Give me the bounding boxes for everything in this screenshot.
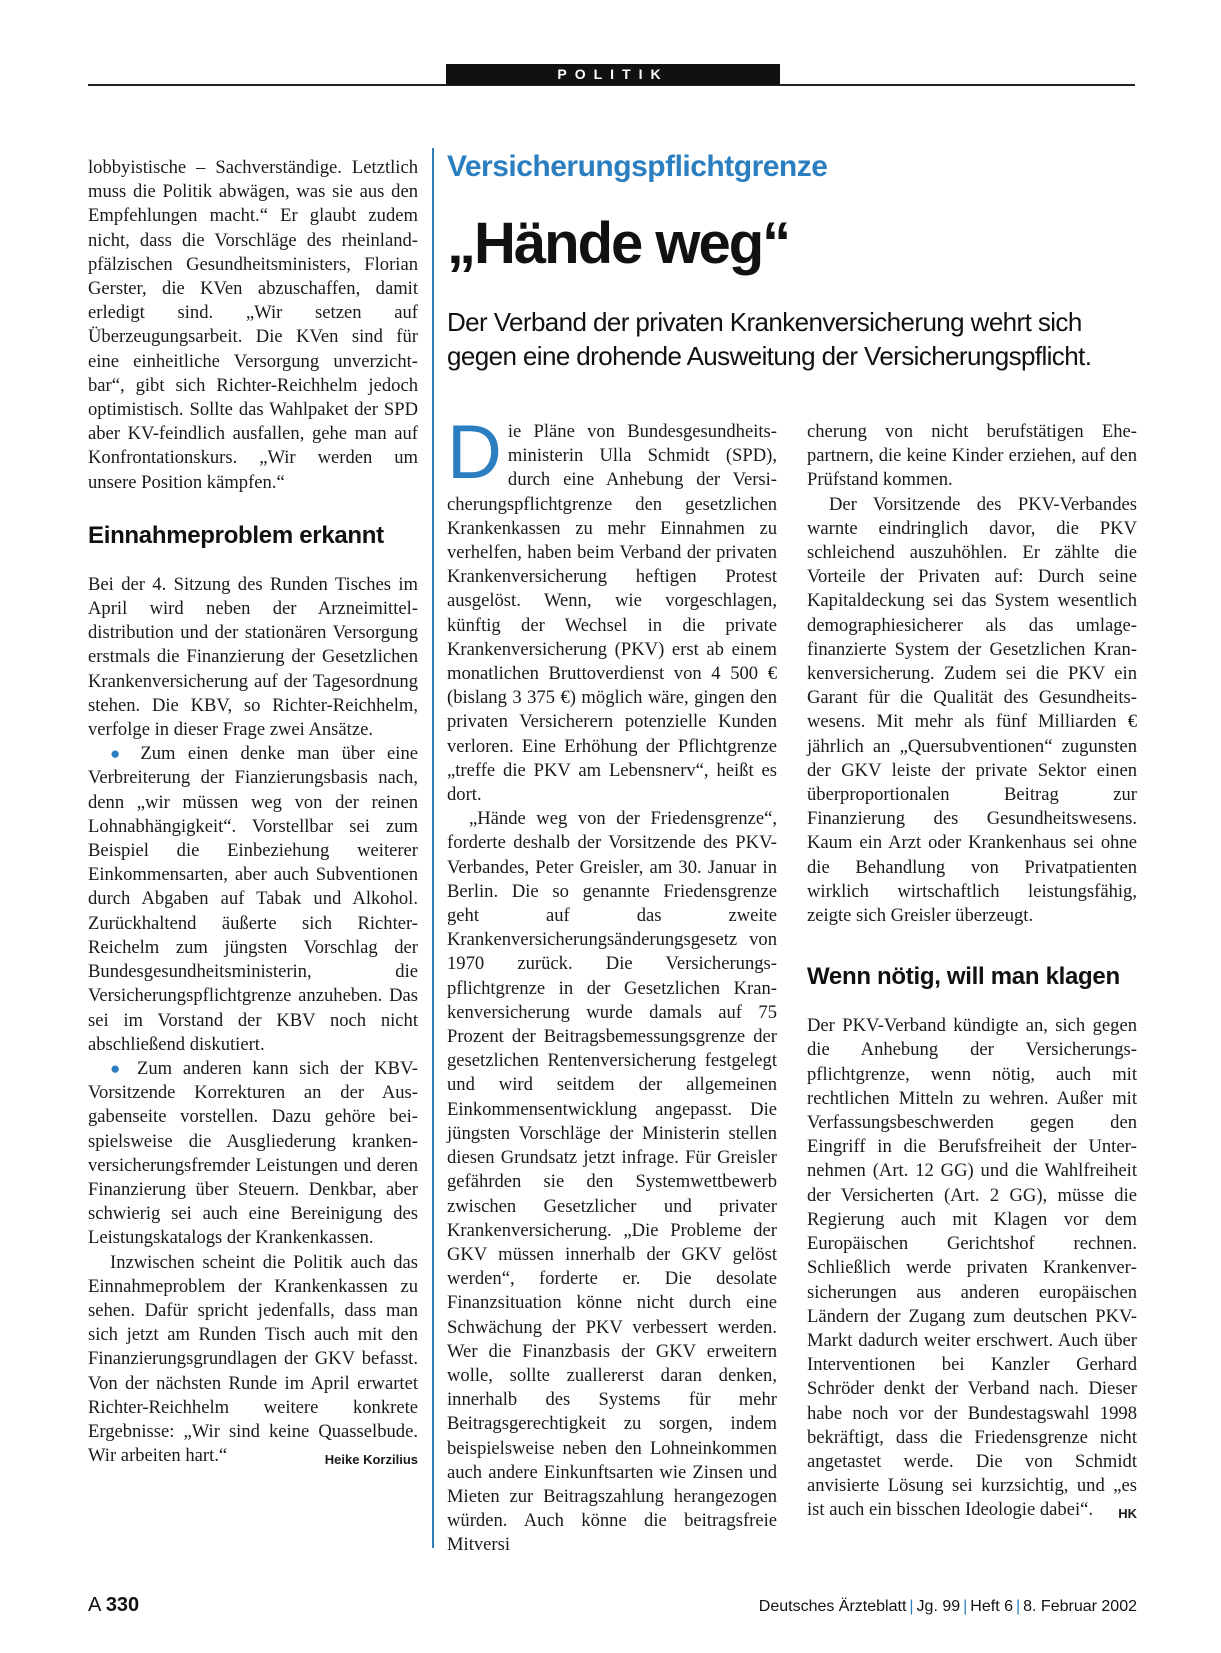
right-column bbox=[807, 420, 1137, 1527]
left-paragraph-1: lobbyistische – Sachverständige. Letztlich muss die Politik abwägen, was sie aus den Empfehlungen macht.“ Er glaubt zudem nicht, dass die Vorschläge des rheinland-pfälzischen Gesundheitsministers, Florian Gerster, die KVen abzuschaffen, damit erledigt sind. „Wir setzen auf Überzeugungsarbeit. Die KVen sind für eine einheitliche Versorgung unverzichtbar“, gibt sich Richter-Reichhelm jedoch optimistisch. Sollte das Wahlpaket der SPD aber KV-feindlich ausfallen, gehe man auf Konfrontationskurs. „Wir werden um unsere Position kämpfen.“ bbox=[88, 157, 418, 493]
separator: | bbox=[963, 1598, 968, 1615]
right-paragraph-3 bbox=[807, 1014, 1137, 1522]
issue: Heft 6 bbox=[970, 1598, 1013, 1615]
middle-paragraph-1 bbox=[447, 410, 777, 807]
right-paragraph-2: Der Vorsitzende des PKV-Verbandes warnte eindringlich davor, die PKV schleichend auszuhöhlen. Er zählte die Vorteile der Privaten auf: Durch seine Kapitaldeckung sei das System wesentlich demographiesicherer als das umlagefinanzierte System der Gesetzlichen Krankenversicherung. Zudem sei die PKV ein Garant für die Qualität des Gesundheitswesens. Mit mehr als fünf Milliarden € jährlich an „Quersubventionen“ zugunsten der GKV leiste der private Sektor einen überproportionalen Beitrag zur Finanzierung des Gesundheitswesens. Kaum ein Arzt oder Krankenhaus sei ohne die Behandlung von Privatpatienten wirklich wirtschaftlich leistungsfähig, zeigte sich Greisler überzeugt. bbox=[807, 493, 1137, 927]
bullet-item-1 bbox=[88, 742, 418, 1057]
page-number bbox=[88, 1594, 139, 1617]
left-paragraph-2: Bei der 4. Sitzung des Runden Tisches im April wird neben der Arzneimitteldistribution und der stationären Versorgung erstmals die Finanzierung der Gesetzlichen Krankenversicherung auf der Tagesordnung stehen. Die KBV, so Richter-Reichhelm, verfolge in dieser Frage zwei Ansätze. bbox=[88, 573, 418, 741]
date: 8. Februar 2002 bbox=[1023, 1598, 1137, 1615]
right-paragraph-1: cherung von nicht berufstätigen Ehepartnern, die keine Kinder erziehen, auf den Prüfstand kommen. bbox=[807, 421, 1137, 491]
subhead-klagen: Wenn nötig, will man klagen bbox=[807, 963, 1120, 991]
separator: | bbox=[1015, 1598, 1021, 1615]
volume: Jg. 99 bbox=[916, 1598, 961, 1615]
bullet-icon: ● bbox=[110, 1058, 127, 1078]
middle-column bbox=[447, 410, 777, 1558]
author-initials: HK bbox=[1118, 1506, 1137, 1522]
article-deck: Der Verband der privaten Krankenversicherung wehrt sich gegen eine drohende Ausweitung der Versicherungspflicht. bbox=[447, 307, 1092, 371]
bullet-text-1: Zum einen denke man über eine Verbreiterung der Fianzierungsbasis nach, denn „wir müssen weg von der reinen Lohnabhängigkeit“. Vorstellbar sei zum Beispiel die Einbeziehung weiterer Einkommensarten, aber auch Subventionen durch Abgaben auf Tabak und Alkohol. Zurückhaltend äußerte sich Richter-Reichelm zum jüngsten Vorschlag der Bundesgesundheitsministerin, die Versicherungspflichtgrenze anzuheben. Das sei im Vorstand der KBV noch nicht abschließend diskutiert. bbox=[88, 743, 418, 1055]
article-headline: „Hände weg“ bbox=[447, 211, 790, 276]
middle-paragraph-1-text: ie Pläne von Bundesgesundheitsministerin Ulla Schmidt (SPD), durch eine Anhebung der Versicherungspflichtgrenze den gesetzlichen Krankenkassen zu mehr Einnahmen zu verhelfen, haben beim Verband der privaten Krankenversicherung heftigen Protest ausgelöst. Wenn, wie vorgeschlagen, künftig der Wechsel in die private Krankenversicherung (PKV) erst ab einem monatlichen Bruttoverdienst von 4 500 € (bislang 3 375 €) möglich wäre, gingen den privaten Versicherern potenzielle Kunden verloren. Eine Erhöhung der Pflichtgrenze „treffe die PKV am Lebensnerv“, heißt es dort. bbox=[447, 421, 777, 806]
bullet-text-2: Zum anderen kann sich der KBV-Vorsitzende Korrekturen an der Ausgabenseite vorstellen. Dazu gehöre beispielsweise die Ausgliederung krankenversicherungsfremder Leistungen und deren Finanzierung über Steuern. Denkbar, aber schwierig sei auch eine Bereinigung des Leistungskatalogs der Krankenkassen. bbox=[88, 1057, 418, 1249]
left-column bbox=[88, 156, 418, 1472]
separator: | bbox=[909, 1598, 914, 1615]
section-tag: POLITIK bbox=[446, 64, 780, 85]
left-paragraph-3 bbox=[88, 1251, 418, 1469]
subhead-einnahmeproblem: Einnahmeproblem erkannt bbox=[88, 521, 384, 549]
page-prefix: A bbox=[88, 1594, 101, 1616]
page-number-value: 330 bbox=[105, 1594, 140, 1616]
article-kicker: Versicherungspflichtgrenze bbox=[447, 150, 828, 183]
drop-cap: D bbox=[447, 410, 502, 495]
bullet-item-2 bbox=[88, 1057, 418, 1251]
middle-paragraph-2: „Hände weg von der Friedensgrenze“, forderte deshalb der Vorsitzende des PKV-Verbandes, Peter Greisler, am 30. Januar in Berlin. Die so genannte Friedensgrenze geht auf das zweite Krankenversicherungsänderungsgesetz von 1970 zurück. Die Versicherungspflichtgrenze in der Gesetzlichen Krankenversicherung wurde damals auf 75 Prozent der Beitragsbemessungsgrenze der gesetzlichen Rentenversicherung festgelegt und wird seitdem der allgemeinen Einkommensentwicklung angepasst. Die jüngsten Vorschläge der Ministerin stellen diesen Grundsatz jetzt infrage. Für Greisler gefährden sie den Systemwettbewerb zwischen Gesetzlicher und privater Krankenversicherung. „Die Probleme der GKV müssen innerhalb der GKV gelöst werden“, forderte er. Die desolate Finanzsituation könne nicht durch eine Schwächung der PKV verbessert werden. Wer die Finanzbasis der GKV erweitern wolle, sollte zuallererst daran denken, innerhalb des Systems für mehr Beitragsgerechtigkeit zu sorgen, indem beispielsweise neben den Lohneinkommen auch andere Einkunftsarten wie Zinsen und Mieten zur Beitragszahlung herangezogen würden. Auch könne die beitragsfreie Mitversi bbox=[447, 808, 777, 1556]
right-paragraph-3-text: Der PKV-Verband kündigte an, sich gegen die Anhebung der Versicherungspflichtgrenze, wenn nötig, auch mit rechtlichen Mitteln zu wehren. Außer mit Verfassungsbeschwerden gegen den Eingriff in die Berufsfreiheit der Unternehmen (Art. 12 GG) und die Wahlfreiheit der Versicherten (Art. 2 GG), müsse die Regierung auch mit Klagen vor dem Europäischen Gerichtshof rechnen. Schließlich werde privaten Krankenversicherungen aus anderen europäischen Ländern der Zugang zum deutschen PKV-Markt dadurch weiter erschwert. Auch über Interventionen bei Kanzler Gerhard Schröder denkt der Verband nach. Dieser habe noch vor der Bundestagswahl 1998 bekräftigt, dass die Friedensgrenze nicht angetastet werde. Die von Schmidt anvisierte Lösung sei kurzsichtig, und „es ist auch ein bisschen Ideologie dabei“. bbox=[807, 1015, 1137, 1521]
left-paragraph-3-text: Inzwischen scheint die Politik auch das Einnahmeproblem der Krankenkassen zu sehen. Dafür spricht jedenfalls, dass man sich jetzt am Runden Tisch auch mit den Finanzierungsgrundlagen der GKV befasst. Von der nächsten Runde im April erwartet Richter-Reichhelm weitere konkrete Ergebnisse: „Wir sind keine Quasselbude. Wir arbeiten hart.“ bbox=[88, 1251, 418, 1467]
column-divider bbox=[432, 148, 434, 1548]
byline: Heike Korzilius bbox=[324, 1452, 418, 1468]
bullet-icon: ● bbox=[110, 744, 128, 764]
journal-name: Deutsches Ärzteblatt bbox=[758, 1598, 907, 1615]
footer-citation bbox=[759, 1598, 1137, 1616]
